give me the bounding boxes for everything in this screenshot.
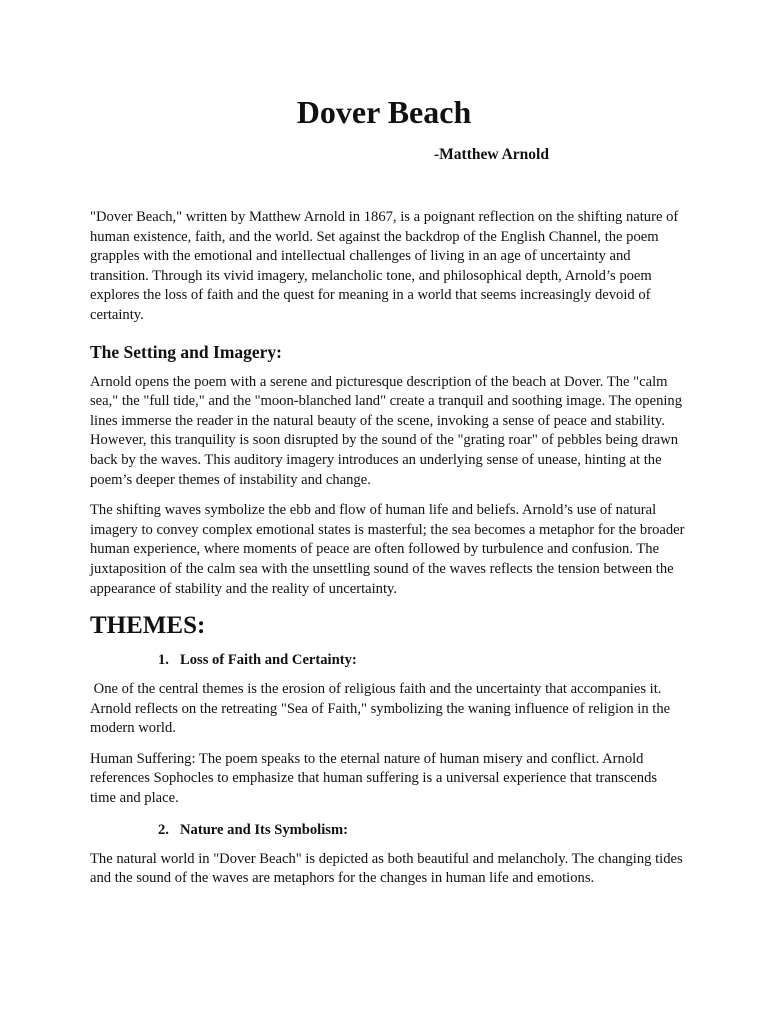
theme-number: 1.	[158, 652, 169, 669]
theme-heading-2	[158, 820, 685, 840]
theme-title: Nature and Its Symbolism:	[180, 821, 348, 838]
theme-title: Loss of Faith and Certainty:	[180, 652, 357, 669]
intro-paragraph: "Dover Beach," written by Matthew Arnold in 1867, is a poignant reflection on the shifting nature of human existence, faith, and the world. Set against the backdrop of the English Channel, the poem grapples with the emotional and intellectual challenges of living in an age of uncertainty and transition. Through its vivid imagery, melancholic tone, and philosophical depth, Arnold’s poem explores the loss of faith and the quest for meaning in a world that seems increasingly devoid of certainty.	[90, 209, 679, 323]
document-author: -Matthew Arnold	[434, 146, 549, 163]
theme-paragraph: Human Suffering: The poem speaks to the eternal nature of human misery and conflict. Arnold references Sophocles to emphasize that human suffering is a universal experience that transcends time and place.	[90, 750, 658, 807]
setting-paragraph: The shifting waves symbolize the ebb and flow of human life and beliefs. Arnold’s use of natural imagery to convey complex emotional states is masterful; the sea becomes a metaphor for the broader human experience, where moments of peace are often followed by turbulence and confusion. The juxtaposition of the calm sea with the unsettling sound of the waves reflects the tension between the appearance of stability and the reality of uncertainty.	[90, 502, 685, 597]
theme-paragraph: One of the central themes is the erosion of religious faith and the uncertainty that accompanies it. Arnold reflects on the retreating "Sea of Faith," symbolizing the waning influence of religion in the modern world.	[90, 681, 674, 737]
section-heading-themes: THEMES:	[90, 612, 206, 640]
document-body	[90, 208, 685, 889]
theme-heading-1	[158, 650, 685, 670]
theme-paragraph: The natural world in "Dover Beach" is depicted as both beautiful and melancholy. The changing tides and the sound of the waves are metaphors for the changes in human life and emotions.	[90, 850, 683, 887]
theme-number: 2.	[158, 821, 169, 838]
document-title: Dover Beach	[296, 94, 472, 130]
section-heading-setting: The Setting and Imagery:	[90, 341, 283, 362]
setting-paragraph: Arnold opens the poem with a serene and picturesque description of the beach at Dover. The "calm sea," the "full tide," and the "moon-blanched land" create a tranquil and soothing image. The opening lines immerse the reader in the natural beauty of the scene, invoking a sense of peace and stability. However, this tranquility is soon disrupted by the sound of the "grating roar" of pebbles being drawn back by the waves. This auditory imagery introduces an underlying sense of unease, hinting at the poem’s deeper themes of instability and change.	[90, 373, 683, 488]
